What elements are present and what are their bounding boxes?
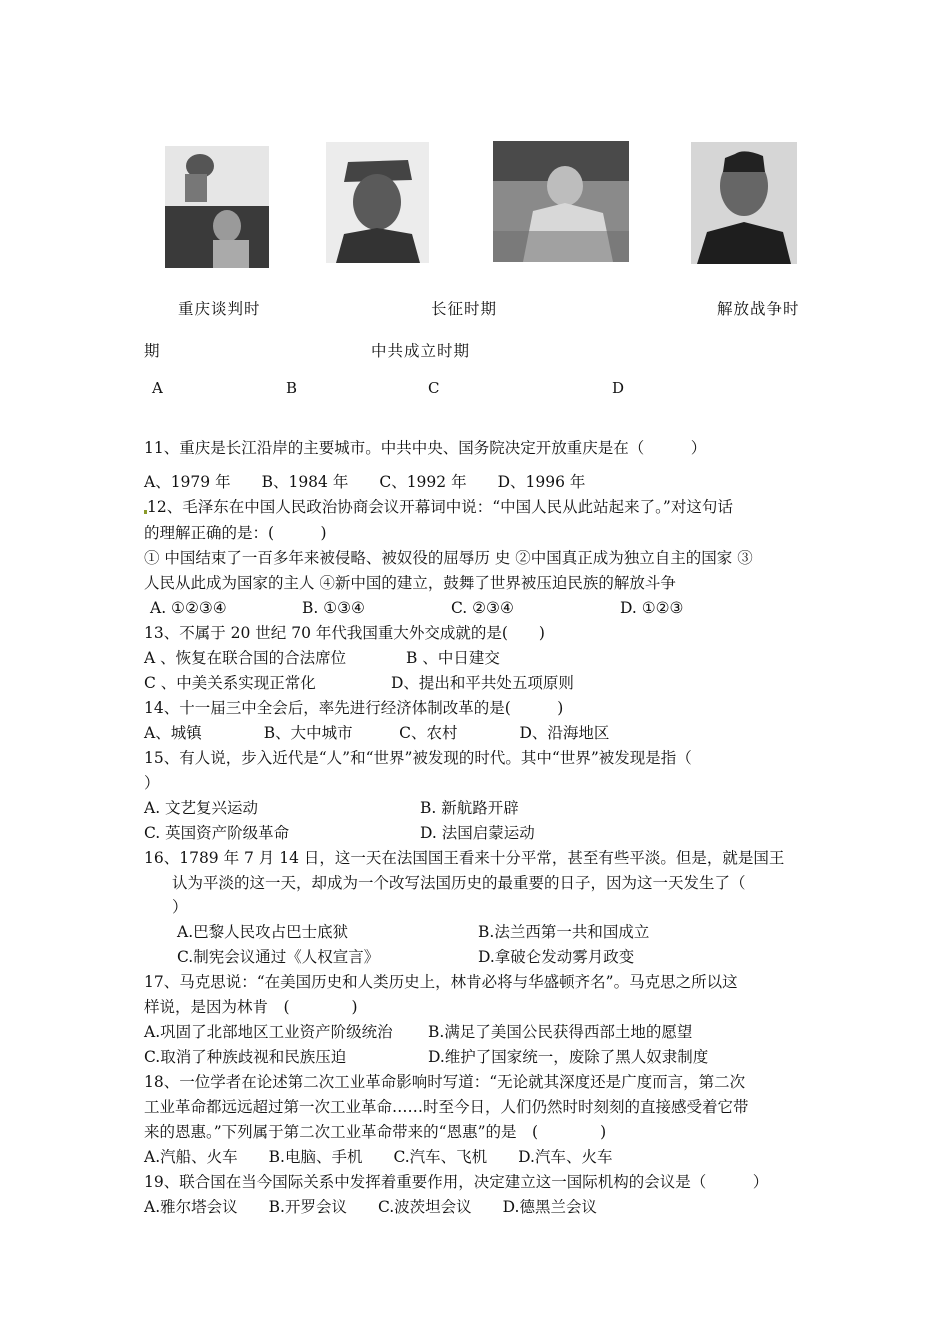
q15-option-b: B. 新航路开辟 (420, 799, 519, 817)
q16-option-c: C.制宪会议通过《人权宣言》 (177, 948, 380, 966)
q16-option-a: A.巴黎人民攻占巴士底狱 (177, 923, 349, 941)
q18-stem-1: 18、一位学者在论述第二次工业革命影响时写道：“无论就其深度还是广度而言，第二次 (144, 1073, 746, 1091)
q13-stem: 13、不属于 20 世纪 70 年代我国重大外交成就的是( ) (144, 624, 545, 642)
q16-option-b: B.法兰西第一共和国成立 (478, 923, 650, 941)
q18-stem-2: 工业革命都远远超过第一次工业革命……时至今日，人们仍然时时刻刻的直接感受着它带 (144, 1098, 749, 1116)
q18-options: A.汽船、火车 B.电脑、手机 C.汽车、飞机 D.汽车、火车 (144, 1148, 613, 1166)
q16-stem-2: 认为平淡的这一天，却成为一个改写法国历史的最重要的日子，因为这一天发生了（ (172, 874, 746, 892)
q12-option-b: B. ①③④ (302, 599, 365, 617)
caption-c-cont: 期 (144, 342, 161, 360)
q17-option-c: C.取消了种族歧视和民族压迫 (144, 1048, 347, 1066)
q13-option-c: C 、中美关系实现正常化 (144, 674, 316, 692)
photo-c (493, 141, 629, 262)
q17-stem-2: 样说，是因为林肯 ( ) (144, 998, 358, 1016)
q15-option-d: D. 法国启蒙运动 (420, 824, 535, 842)
q12-statements-2: 人民从此成为国家的主人 ④新中国的建立，鼓舞了世界被压迫民族的解放斗争 (144, 574, 676, 592)
label-d: D (612, 379, 625, 397)
q14-stem: 14、十一届三中全会后，率先进行经济体制改革的是( ) (144, 699, 564, 717)
q11-options: A、1979 年 B、1984 年 C、1992 年 D、1996 年 (144, 473, 586, 491)
q14-options: A、城镇 B、大中城市 C、农村 D、沿海地区 (144, 724, 610, 742)
q17-stem-1: 17、马克思说：“在美国历史和人类历史上，林肯必将与华盛顿齐名”。马克思之所以这 (144, 973, 738, 991)
q13-option-b: B 、中日建交 (406, 649, 500, 667)
photo-a (165, 146, 269, 268)
q17-option-d: D.维护了国家统一，废除了黑人奴隶制度 (428, 1048, 709, 1066)
q16-stem-1: 16、1789 年 7 月 14 日，这一天在法国国王看来十分平常，甚至有些平淡。但是，就是国王 (144, 849, 785, 867)
q17-option-b: B.满足了美国公民获得西部土地的愿望 (428, 1023, 693, 1041)
q19-options: A.雅尔塔会议 B.开罗会议 C.波茨坦会议 D.德黑兰会议 (144, 1198, 597, 1216)
q11-stem: 11、重庆是长江沿岸的主要城市。中共中央、国务院决定开放重庆是在（ ） (144, 439, 707, 457)
q13-option-a: A 、恢复在联合国的合法席位 (144, 649, 347, 667)
q16-option-d: D.拿破仑发动雾月政变 (478, 948, 635, 966)
q16-stem-3: ） (172, 898, 188, 916)
q18-stem-3: 来的恩惠。”下列属于第二次工业革命带来的“恩惠”的是 ( ) (144, 1123, 607, 1141)
q15-option-c: C. 英国资产阶级革命 (144, 824, 290, 842)
q12-option-a: A. ①②③④ (150, 599, 227, 617)
q12-option-c: C. ②③④ (451, 599, 514, 617)
caption-b: 长征时期 (431, 300, 498, 318)
q17-option-a: A.巩固了北部地区工业资产阶级统治 (144, 1023, 393, 1041)
photo-d (691, 142, 797, 264)
q12-stem-2: 的理解正确的是：( ) (144, 524, 327, 542)
q15-stem: 15、有人说，步入近代是“人”和“世界”被发现的时代。其中“世界”被发现是指（ (144, 749, 692, 767)
q13-option-d: D、提出和平共处五项原则 (391, 674, 574, 692)
label-a: A (152, 379, 163, 397)
q15-stem-cont: ） (144, 774, 160, 792)
q19-stem: 19、联合国在当今国际关系中发挥着重要作用，决定建立这一国际机构的会议是（ ） (144, 1173, 769, 1191)
label-b: B (286, 379, 298, 397)
caption-c: 解放战争时 (717, 300, 800, 318)
q12-statements-1: ① 中国结束了一百多年来被侵略、被奴役的屈辱历 史 ②中国真正成为独立自主的国家 ③ (144, 549, 753, 567)
label-c: C (428, 379, 440, 397)
q12-stem-1: 12、毛泽东在中国人民政治协商会议开幕词中说：“中国人民从此站起来了。”对这句话 (147, 498, 733, 516)
q15-option-a: A. 文艺复兴运动 (144, 799, 259, 817)
caption-a: 重庆谈判时 (178, 300, 261, 318)
q12-option-d: D. ①②③ (620, 599, 684, 617)
photo-b (326, 142, 429, 263)
caption-d: 中共成立时期 (371, 342, 471, 360)
